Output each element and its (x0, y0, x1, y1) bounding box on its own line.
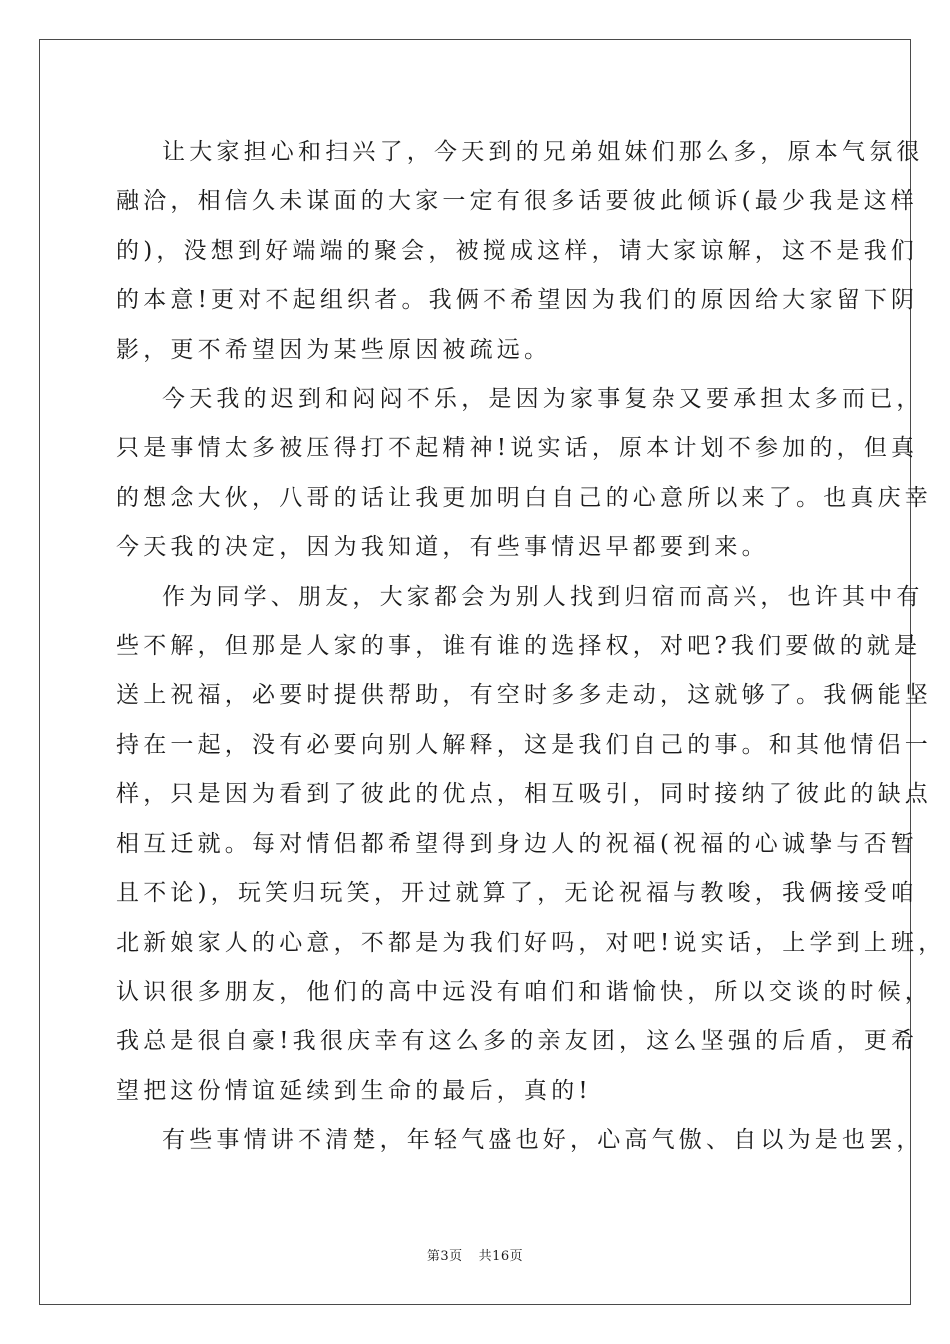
text-line: 望把这份情谊延续到生命的最后，真的! (116, 1077, 592, 1104)
text-line: 融洽，相信久未谋面的大家一定有很多话要彼此倾诉(最少我是这样 (116, 188, 918, 215)
page-total: 共16页 (478, 1249, 524, 1264)
document-body (116, 128, 946, 1166)
text-line: 的想念大伙，八哥的话让我更加明白自己的心意所以来了。也真庆幸 (116, 484, 932, 511)
text-line: 今天我的迟到和闷闷不乐，是因为家事复杂又要承担太多而已， (162, 386, 924, 413)
paragraph-2 (116, 375, 932, 573)
text-line: 影，更不希望因为某些原因被疏远。 (116, 336, 552, 363)
text-line: 样，只是因为看到了彼此的优点，相互吸引，同时接纳了彼此的缺点 (116, 781, 932, 808)
page-footer (0, 1245, 950, 1264)
text-line: 些不解，但那是人家的事，谁有谁的选择权，对吧?我们要做的就是 (116, 633, 922, 660)
text-line: 我总是很自豪!我很庆幸有这么多的亲友团，这么坚强的后盾，更希 (116, 1028, 919, 1055)
text-line: 送上祝福，必要时提供帮助，有空时多多走动，这就够了。我俩能坚 (116, 682, 932, 709)
page-number: 第3页 (426, 1249, 463, 1264)
text-line: 持在一起，没有必要向别人解释，这是我们自己的事。和其他情侣一 (116, 731, 932, 758)
text-line: 认识很多朋友，他们的高中远没有咱们和谐愉快，所以交谈的时候， (116, 978, 932, 1005)
text-line: 的)，没想到好端端的聚会，被搅成这样，请大家谅解，这不是我们 (116, 237, 918, 264)
text-line: 让大家担心和扫兴了，今天到的兄弟姐妹们那么多，原本气氛很 (162, 139, 924, 165)
paragraph-3 (116, 573, 946, 1116)
text-line: 只是事情太多被压得打不起精神!说实话，原本计划不参加的，但真 (116, 435, 919, 462)
text-line: 作为同学、朋友，大家都会为别人找到归宿而高兴，也许其中有 (162, 583, 924, 610)
paragraph-1 (116, 128, 924, 375)
text-line: 相互迁就。每对情侣都希望得到身边人的祝福(祝福的心诚挚与否暂 (116, 830, 918, 857)
text-line: 今天我的决定，因为我知道，有些事情迟早都要到来。 (116, 534, 769, 561)
text-line: 的本意!更对不起组织者。我俩不希望因为我们的原因给大家留下阴 (116, 287, 919, 314)
text-line: 有些事情讲不清楚，年轻气盛也好，心高气傲、自以为是也罢， (162, 1127, 924, 1154)
text-line: 且不论)，玩笑归玩笑，开过就算了，无论祝福与教唆，我俩接受咱 (116, 880, 918, 907)
paragraph-4 (116, 1116, 924, 1165)
text-line: 北新娘家人的心意，不都是为我们好吗，对吧!说实话，上学到上班， (116, 929, 946, 956)
